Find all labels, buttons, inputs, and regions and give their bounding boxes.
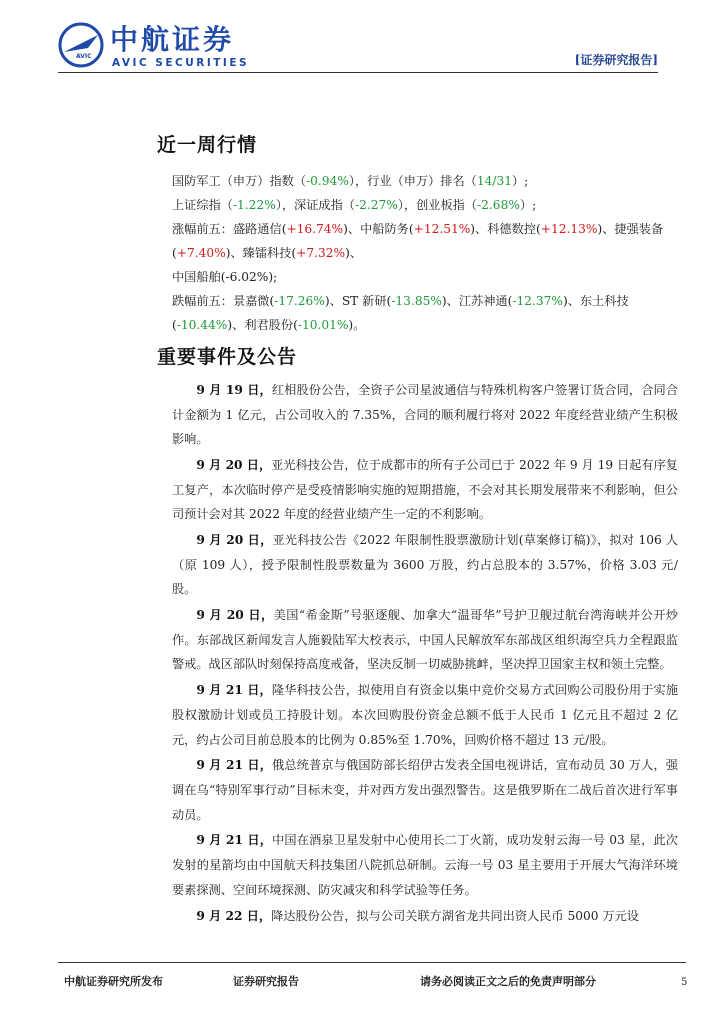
news-item: 9 月 20 日，亚光科技公告《2022 年限制性股票激励计划(草案修订稿)》，拟对 106 人（原 109 人），授予限制性股票数量为 3600 万股，约占总股本的 3.57%，价格 3.03 元/股。: [172, 533, 679, 597]
news-date: 9 月 20 日，: [196, 458, 272, 473]
footer-disclaimer: 请务必阅读正文之后的免责声明部分: [420, 975, 596, 988]
news-date: 9 月 20 日，: [196, 608, 274, 623]
market-line-gainers: 涨幅前五：盛路通信(+16.74%)、中船防务(+12.51%)、科德数控(+12.13%)、捷强装备(+7.40%)、臻镭科技(+7.32%)、: [172, 222, 664, 260]
section-title-market: 近一周行情: [157, 134, 258, 156]
gainer-item: 中船防务: [360, 222, 409, 236]
section-title-news: 重要事件及公告: [157, 346, 298, 368]
sz-index-change: -2.27%: [355, 198, 398, 212]
news-item: 9 月 20 日，美国“希金斯”号驱逐舰、加拿大“温哥华”号护卫舰过航台湾海峡并公开炒作。东部战区新闻发言人施毅陆军大校表示，中国人民解放军东部战区组织海空兵力全程跟监警戒。战区部队时刻保持高度戒备，坚决反制一切威胁挑衅，坚决捍卫国家主权和领土完整。: [172, 608, 678, 672]
news-date: 9 月 21 日，: [196, 683, 272, 698]
sh-index-change: -1.22%: [232, 198, 276, 212]
footer-divider: [58, 962, 686, 963]
gainer-item: 捷强装备: [614, 222, 664, 236]
gainer-item: 臻镭科技: [242, 246, 292, 260]
gainer-item: 盛路通信: [232, 222, 282, 236]
report-type-tag: [证券研究报告]: [574, 53, 658, 67]
news-date: 9 月 21 日，: [196, 833, 273, 848]
news-date: 9 月 22 日，: [196, 908, 272, 923]
news-item: 9 月 22 日，降达股份公告，拟与公司关联方湖省龙共同出资人民币 5000 万元设: [196, 908, 639, 923]
loser-item: ST 新研: [341, 294, 387, 308]
index-change: -0.94%: [306, 174, 349, 188]
news-date: 9 月 20 日，: [196, 533, 273, 548]
company-logo-cn: 中航证券: [110, 23, 235, 56]
gainer-item: 科德数控: [487, 222, 536, 236]
company-logo-en: AVIC SECURITIES: [112, 57, 250, 69]
market-line-extra: 中国船舶(-6.02%);: [172, 270, 278, 284]
page-number: 5: [681, 977, 688, 988]
report-header: [58, 20, 658, 72]
news-item: 9 月 21 日，隆华科技公告，拟使用自有资金以集中竞价交易方式回购公司股份用于实施股权激励计划或员工持股计划。本次回购股份资金总额不低于人民币 1 亿元且不超过 2 亿元，约占公司目前总股本的比例为 0.85%至 1.70%，回购价格不超过 13 元/股。: [172, 683, 679, 747]
industry-rank: 14/31: [476, 174, 512, 188]
loser-item: 江苏神通: [458, 294, 508, 308]
news-item: 9 月 21 日，俄总统普京与俄国防部长绍伊古发表全国电视讲话，宣布动员 30 万人，强调在乌“特别军事行动”目标未变，并对西方发出强烈警告。这是俄罗斯在二战后首次进行军事动员。: [172, 758, 678, 822]
loser-item: 东土科技: [579, 294, 629, 308]
avic-logo-icon: [58, 22, 104, 68]
footer-publisher: 中航证券研究所发布: [64, 975, 163, 988]
market-line-losers: 跌幅前五：景嘉微(-17.26%)、ST 新研(-13.85%)、江苏神通(-12.37%)、东土科技(-10.44%)、利君股份(-10.01%)。: [172, 294, 629, 332]
news-item: 9 月 21 日，中国在酒泉卫星发射中心使用长二丁火箭，成功发射云海一号 03 星，此次发射的星箭均由中国航天科技集团八院抓总研制。云海一号 03 星主要用于开展大气海洋环境要素探测、空间环境探测、防灾减灾和科学试验等任务。: [172, 833, 678, 897]
loser-item: 景嘉微: [232, 294, 270, 308]
cy-index-change: -2.68%: [477, 198, 520, 212]
news-item: 9 月 19 日，红相股份公告，全资子公司星波通信与特殊机构客户签署订货合同，合同合计金额为 1 亿元，占公司收入的 7.35%，合同的顺利履行将对 2022 年度经营业绩产生积极影响。: [172, 383, 679, 447]
market-summary: [172, 169, 678, 337]
news-item: 9 月 20 日，亚光科技公告，位于成都市的所有子公司已于 2022 年 9 月 19 日起有序复工复产，本次临时停产是受疫情影响实施的短期措施，不会对其长期发展带来不利影响，但公司预计会对其 2022 年度的经营业绩产生一定的不利影响。: [172, 458, 678, 522]
market-line-index: 国防军工（申万）指数（-0.94%），行业（申万）排名（14/31）;: [172, 174, 529, 188]
loser-item: 利君股份: [244, 318, 294, 332]
market-line-broad: 上证综指（-1.22%），深证成指（-2.27%），创业板指（-2.68%）;: [172, 198, 537, 212]
news-list: [172, 378, 678, 929]
news-date: 9 月 21 日，: [196, 758, 273, 773]
logo-mark-text: AVIC: [76, 53, 92, 60]
footer-report-type: 证券研究报告: [233, 975, 299, 988]
news-date: 9 月 19 日，: [196, 383, 272, 397]
header-divider: [58, 72, 658, 73]
